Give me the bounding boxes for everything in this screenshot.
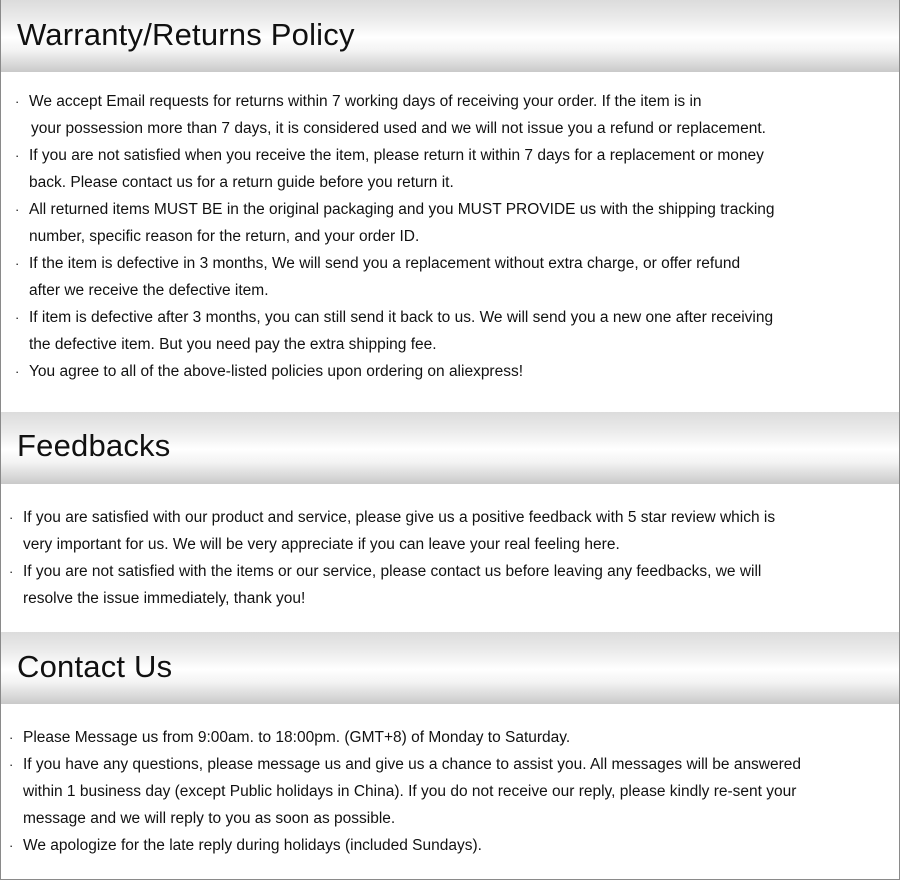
- bullet-icon: ·: [9, 510, 14, 525]
- list-item: · Please Message us from 9:00am. to 18:00pm. (GMT+8) of Monday to Saturday.: [9, 724, 869, 751]
- bullet-icon: ·: [15, 202, 20, 217]
- bullet-icon: ·: [15, 256, 20, 271]
- list-item: · If you have any questions, please message us and give us a chance to assist you. All messages will be answered within 1 business day (except Public holidays in China). If you do not receive our reply, please kindly re-sent your message and we will reply to you as soon as possible.: [9, 751, 869, 832]
- list-item: · If you are not satisfied when you receive the item, please return it within 7 days for a replacement or money back. Please contact us for a return guide before you return it.: [15, 142, 875, 196]
- bullet-icon: ·: [15, 310, 20, 325]
- bullet-icon: ·: [15, 364, 20, 379]
- bullet-icon: ·: [15, 148, 20, 163]
- list-item: · If item is defective after 3 months, you can still send it back to us. We will send you a new one after receiving the defective item. But you need pay the extra shipping fee.: [15, 304, 875, 358]
- warranty-list: [15, 88, 875, 385]
- list-item: · We accept Email requests for returns within 7 working days of receiving your order. If the item is in your possession more than 7 days, it is considered used and we will not issue you a refund or replacement.: [15, 88, 875, 142]
- list-item: · If the item is defective in 3 months, We will send you a replacement without extra charge, or offer refund after we receive the defective item.: [15, 250, 875, 304]
- feedbacks-list: [9, 504, 869, 612]
- list-item: · All returned items MUST BE in the original packaging and you MUST PROVIDE us with the shipping tracking number, specific reason for the return, and your order ID.: [15, 196, 875, 250]
- contact-list: [9, 724, 869, 859]
- list-item: · We apologize for the late reply during holidays (included Sundays).: [9, 832, 869, 859]
- bullet-icon: ·: [9, 730, 14, 745]
- list-item: · You agree to all of the above-listed policies upon ordering on aliexpress!: [15, 358, 875, 385]
- bullet-icon: ·: [9, 757, 14, 772]
- bullet-icon: ·: [9, 564, 14, 579]
- bullet-icon: ·: [9, 838, 14, 853]
- bullet-icon: ·: [15, 94, 20, 109]
- contact-title: Contact Us: [17, 649, 173, 684]
- list-item: · If you are satisfied with our product and service, please give us a positive feedback with 5 star review which is very important for us. We will be very appreciate if you can leave your real feeling here.: [9, 504, 869, 558]
- feedbacks-title: Feedbacks: [17, 428, 171, 463]
- warranty-title: Warranty/Returns Policy: [17, 17, 355, 52]
- list-item: · If you are not satisfied with the items or our service, please contact us before leaving any feedbacks, we will resolve the issue immediately, thank you!: [9, 558, 869, 612]
